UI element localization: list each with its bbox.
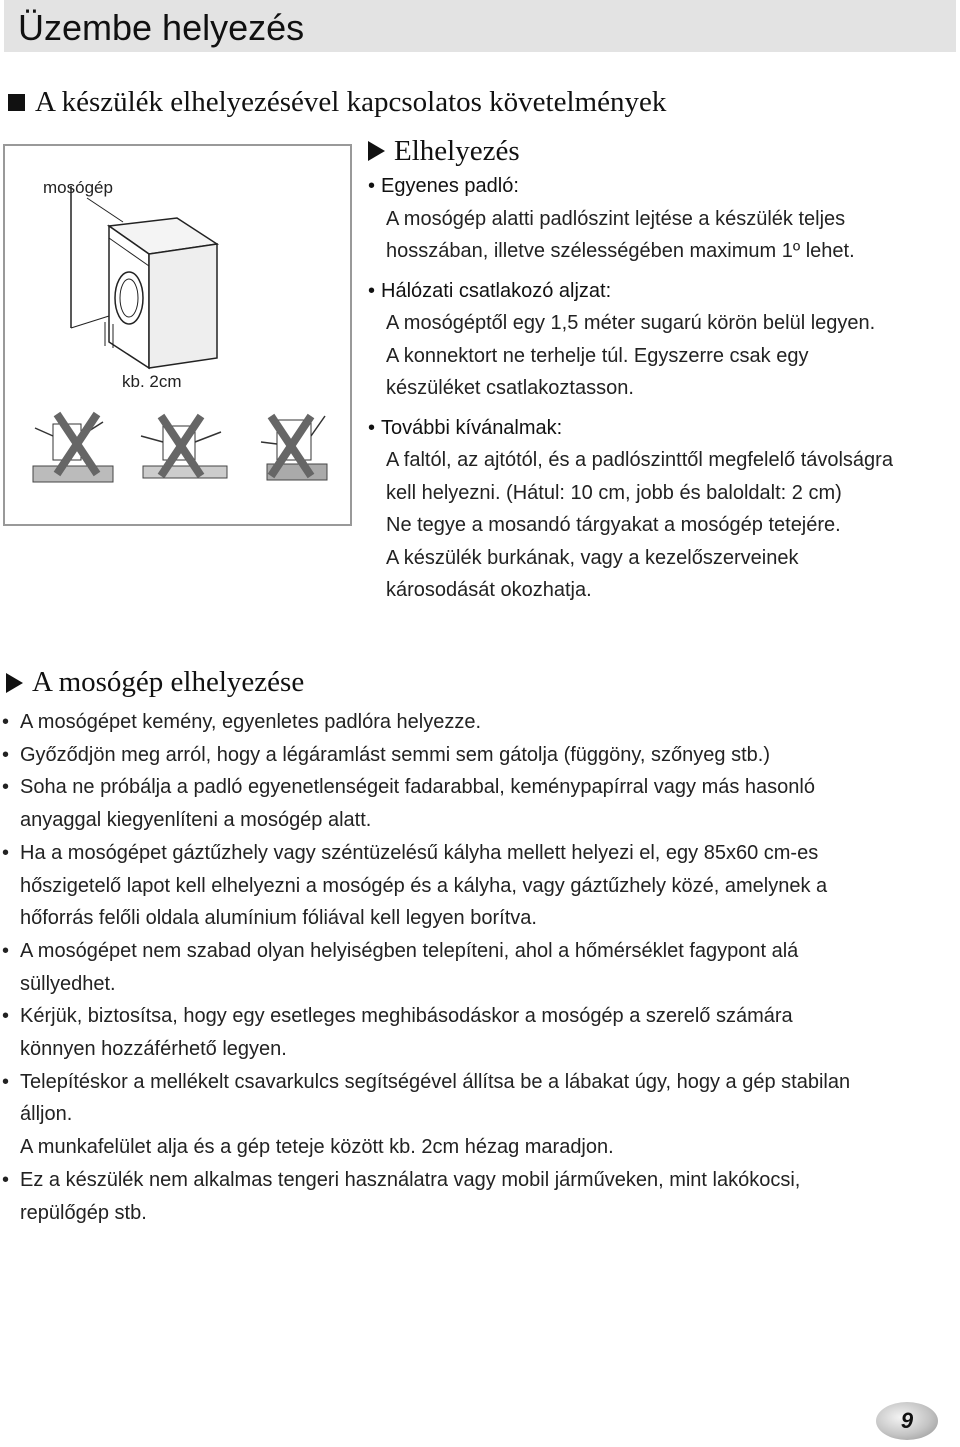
- text-line: készüléket csatlakoztasson.: [386, 377, 634, 399]
- text-line: Soha ne próbálja a padló egyenetlenségeit fadarabbal, keménypapírral vagy más hasonló: [20, 776, 815, 799]
- text-line: könnyen hozzáférhető legyen.: [20, 1038, 287, 1061]
- text-line: álljon.: [20, 1103, 73, 1126]
- text-line: A mosógépet nem szabad olyan helyiségben telepíteni, ahol a hőmérséklet fagypont alá: [20, 939, 799, 962]
- requirement-body: [368, 444, 958, 607]
- text-line: A faltól, az ajtótól, és a padlószinttől megfelelő távolságra: [386, 449, 893, 471]
- requirement-other: [368, 412, 958, 607]
- list-item: [0, 837, 940, 935]
- requirement-title: Hálózati csatlakozó aljzat:: [381, 279, 612, 302]
- text-line: Kérjük, biztosítsa, hogy egy esetleges meghibásodáskor a mosógép a szerelő számára: [20, 1005, 793, 1028]
- requirement-body: [368, 203, 958, 268]
- wrong-placement-3: [261, 416, 327, 480]
- wrong-placement-1: [33, 414, 113, 482]
- text-line: hőszigetelő lapot kell elhelyezni a mosógép és a kályha, vagy gáztűzhely közé, amelynek a: [20, 874, 828, 897]
- installation-list: [0, 706, 940, 1229]
- placement-section: [368, 132, 958, 607]
- bullet-icon: •: [368, 175, 376, 197]
- text-line: A munkafelület alja és a gép teteje között kb. 2cm hézag maradjon.: [20, 1136, 614, 1159]
- text-line: Ne tegye a mosandó tárgyakat a mosógép tetejére.: [386, 514, 841, 536]
- requirement-title: További kívánalmak:: [381, 416, 563, 439]
- placement-heading-text: Elhelyezés: [394, 135, 520, 167]
- title-bar: [4, 0, 956, 52]
- text-line: anyaggal kiegyenlíteni a mosógép alatt.: [20, 809, 372, 832]
- page-number-badge: [876, 1402, 938, 1440]
- page-title: Üzembe helyezés: [18, 7, 305, 48]
- list-item: [0, 1164, 940, 1229]
- installation-heading-text: A mosógép elhelyezése: [32, 666, 305, 698]
- list-item: [0, 739, 940, 772]
- requirement-socket: [368, 275, 958, 405]
- text-line: Telepítéskor a mellékelt csavarkulcs segítségével állítsa be a lábakat úgy, hogy a gép stabilan: [20, 1070, 851, 1093]
- list-item: [0, 1000, 940, 1065]
- text-line: A készülék burkának, vagy a kezelőszerveinek: [386, 546, 799, 569]
- text-line: hőforrás felőli oldala alumínium fóliával kell legyen borítva.: [20, 907, 537, 930]
- list-item: [0, 935, 940, 1000]
- text-line: A mosógéptől egy 1,5 méter sugarú körön belül legyen.: [386, 312, 876, 334]
- text-line: kell helyezni. (Hátul: 10 cm, jobb és baloldalt: 2 cm): [386, 481, 842, 504]
- bullet-icon: •: [368, 279, 376, 302]
- triangle-bullet-icon: [368, 141, 385, 161]
- page-number: 9: [900, 1408, 914, 1433]
- requirements-heading-text: A készülék elhelyezésével kapcsolatos követelmények: [35, 86, 667, 118]
- text-line: Győződjön meg arról, hogy a légáramlást semmi sem gátolja (függöny, szőnyeg stb.): [20, 743, 770, 766]
- bullet-icon: •: [368, 416, 376, 439]
- placement-heading: [368, 132, 958, 170]
- placement-illustration: [3, 144, 352, 526]
- list-item: [0, 771, 940, 836]
- label-gap: kb. 2cm: [122, 372, 182, 391]
- requirement-body: [368, 307, 958, 405]
- triangle-bullet-icon: [6, 673, 23, 693]
- text-line: A konnektort ne terhelje túl. Egyszerre csak egy: [386, 344, 809, 367]
- requirement-title: Egyenes padló:: [381, 175, 519, 197]
- list-item: [0, 706, 940, 739]
- text-line: repülőgép stb.: [20, 1201, 147, 1224]
- requirements-heading: [8, 86, 666, 119]
- requirement-floor: [368, 170, 958, 268]
- list-item: [0, 1066, 940, 1164]
- text-line: hosszában, illetve szélességében maximum 1º lehet.: [386, 240, 855, 262]
- washing-machine-drawing: [5, 146, 350, 524]
- text-line: A mosógépet kemény, egyenletes padlóra helyezze.: [20, 711, 482, 733]
- text-line: Ha a mosógépet gáztűzhely vagy széntüzelésű kályha mellett helyezi el, egy 85x60 cm-es: [20, 841, 819, 864]
- label-machine: mosógép: [43, 178, 113, 197]
- wrong-placement-2: [141, 416, 227, 478]
- text-line: Ez a készülék nem alkalmas tengeri használatra vagy mobil járműveken, mint lakókocsi,: [20, 1168, 801, 1191]
- text-line: károsodását okozhatja.: [386, 579, 592, 601]
- installation-heading: [6, 666, 304, 699]
- text-line: A mosógép alatti padlószint lejtése a készülék teljes: [386, 207, 846, 230]
- text-line: süllyedhet.: [20, 972, 116, 995]
- square-bullet-icon: [8, 94, 25, 111]
